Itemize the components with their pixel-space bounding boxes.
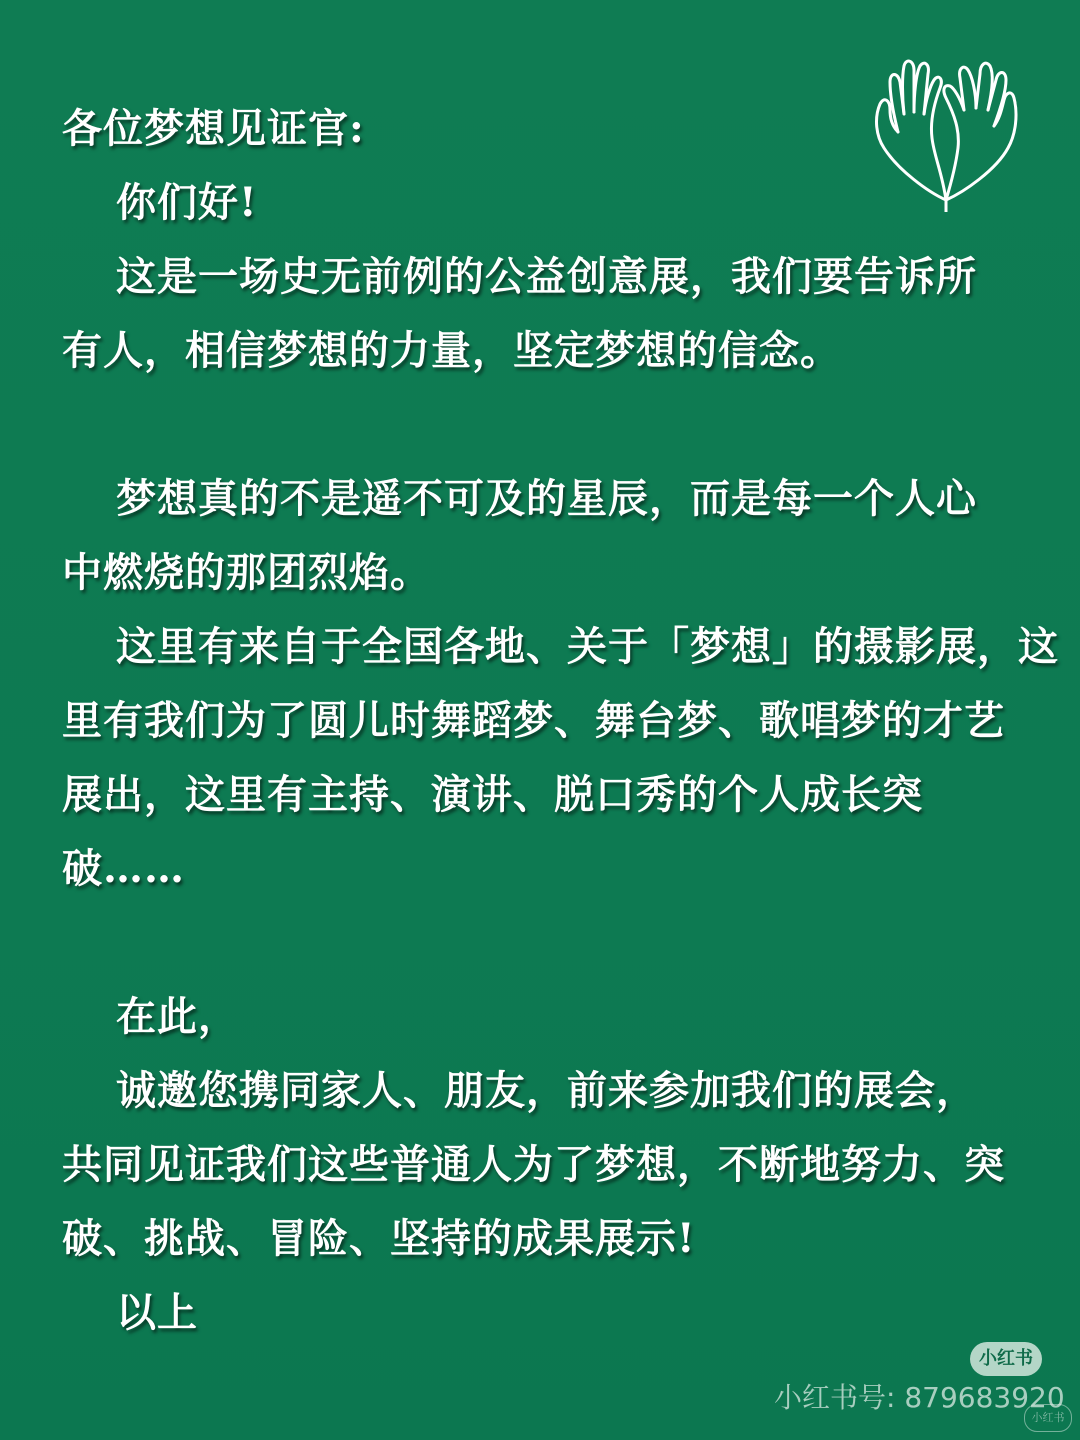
paragraph-3-line-4: 破…… <box>62 845 185 892</box>
paragraph-2-line-2: 中燃烧的那团烈焰。 <box>62 549 431 596</box>
xiaohongshu-badge: 小红书 <box>970 1342 1042 1376</box>
invitation-letter <box>62 92 1059 1350</box>
paragraph-5-line-2: 共同见证我们这些普通人为了梦想，不断地努力、突 <box>62 1141 1005 1188</box>
corner-watermark: 小红书 <box>1024 1404 1072 1432</box>
paragraph-1-line-1: 这是一场史无前例的公益创意展，我们要告诉所 <box>116 253 977 300</box>
paragraph-3-line-2: 里有我们为了圆儿时舞蹈梦、舞台梦、歌唱梦的才艺 <box>62 697 1005 744</box>
letter-hello: 你们好! <box>116 179 258 226</box>
xiaohongshu-id-watermark: 小红书号: 879683920 <box>774 1381 1065 1414</box>
paragraph-1-line-2: 有人，相信梦想的力量，坚定梦想的信念。 <box>62 327 841 374</box>
paragraph-3-line-3: 展出，这里有主持、演讲、脱口秀的个人成长突 <box>62 771 923 818</box>
blank-line <box>62 906 1020 980</box>
blank-line <box>62 388 1020 462</box>
paragraph-4: 在此， <box>116 993 239 1040</box>
paragraph-5-line-3: 破、挑战、冒险、坚持的成果展示! <box>62 1215 696 1262</box>
letter-closing: 以上 <box>116 1289 198 1336</box>
letter-greeting: 各位梦想见证官: <box>62 105 365 152</box>
paragraph-2-line-1: 梦想真的不是遥不可及的星辰，而是每一个人心 <box>116 475 977 522</box>
paragraph-3-line-1: 这里有来自于全国各地、关于「梦想」的摄影展，这 <box>116 623 1059 670</box>
paragraph-5-line-1: 诚邀您携同家人、朋友，前来参加我们的展会， <box>116 1067 977 1114</box>
